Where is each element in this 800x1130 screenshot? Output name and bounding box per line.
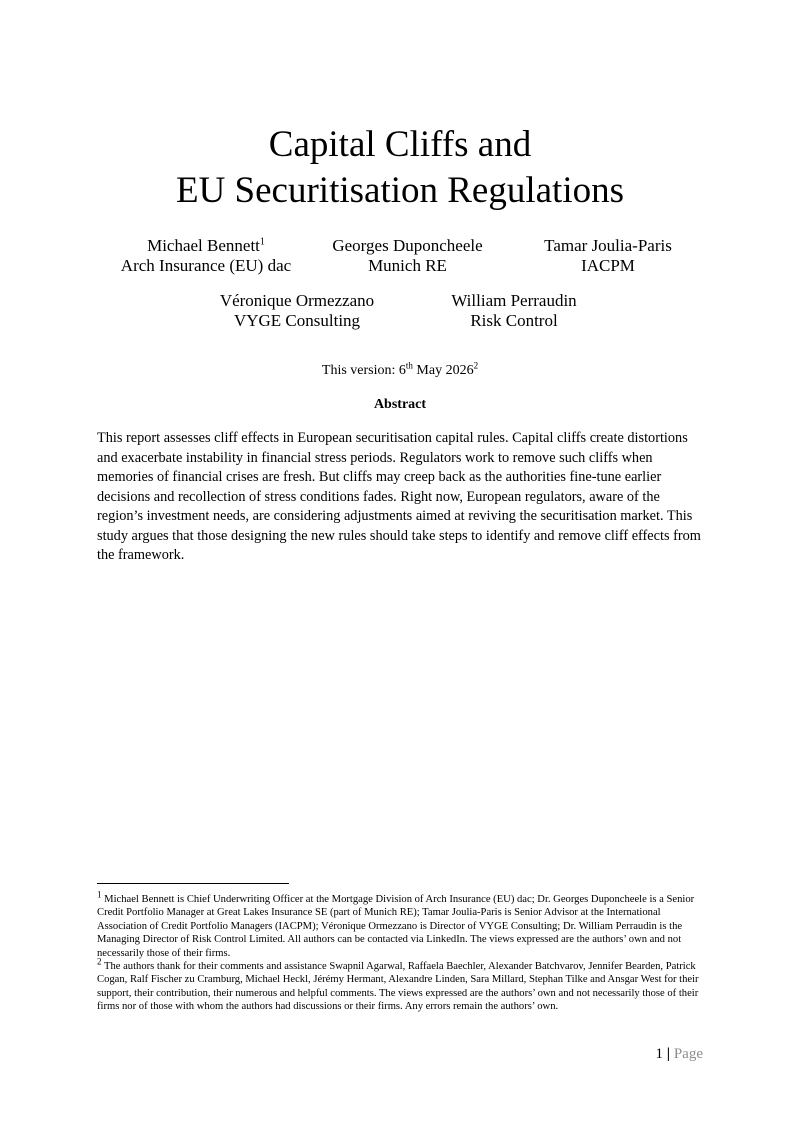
abstract-heading: Abstract xyxy=(373,397,427,412)
author-name: Michael Bennett$^1$ xyxy=(147,236,265,255)
paper-title-line-2: EU Securitisation Regulations xyxy=(175,170,625,211)
version-line: This version: 6th May 2026$^2$ xyxy=(321,360,479,378)
page-label: Page xyxy=(673,1046,703,1062)
author-affiliation: Risk Control xyxy=(470,311,558,330)
footnote-text: The authors thank for their comments and assistance Swapnil Agarwal, Raffaela Baechler, Alexander Batchvarov, Jennifer Bearden, Patrick Cogan, Ralf Fischer zu Cramburg, Michael Heckl, Jérémy Hermant, Alexandre Linden, Sara Millard, Stephan Tilke and Ansgar West for their support, their contribution, their numerous and helpful comments. The views expressed are the authors’ own and not necessarily those of their firms nor of those with whom the authors had discussions or their firms. Any errors remain the authors’ own. xyxy=(97,961,699,1013)
page-separator: | xyxy=(666,1046,671,1062)
author-affiliation: Munich RE xyxy=(368,256,447,275)
footnotes xyxy=(97,889,707,1014)
author-block-joulia-paris xyxy=(518,236,698,276)
footnote-2 xyxy=(97,956,707,1014)
abstract-body: This report assesses cliff effects in European securitisation capital rules. Capital cliffs create distortions and exacerbate instability in financial stress periods. Regulators work to remove such cliffs when memories of financial crises are fresh. But cliffs may creep back as the authorities fine-tune earlier decisions and recollection of stress conditions fades. Right now, European regulators, aware of the region’s investment needs, are considering adjustments aimed at reviving the securitisation market. This study argues that those designing the new rules should take steps to identify and remove cliff effects from the framework. xyxy=(97,430,701,563)
paper-title-line-1: Capital Cliffs and xyxy=(268,124,532,165)
author-block-duponcheele xyxy=(310,236,505,276)
footnote-ref: 2 xyxy=(473,360,479,371)
author-affiliation: IACPM xyxy=(581,256,635,275)
page-number: 1 xyxy=(655,1046,664,1062)
footnote-text: Michael Bennett is Chief Underwriting Officer at the Mortgage Division of Arch Insurance (EU) dac; Dr. Georges Duponcheele is a Senior Credit Portfolio Manager at Great Lakes Insurance SE (part of Munich RE); Tamar Joulia-Paris is Senior Advisor at the International Association of Credit Portfolio Managers (IACPM); Véronique Ormezzano is Director of VYGE Consulting; Dr. William Perraudin is the Managing Director of Risk Control Limited. All authors can be contacted via LinkedIn. The views expressed are the authors’ own and not necessarily those of their firms. xyxy=(97,894,695,959)
author-affiliation: VYGE Consulting xyxy=(233,311,361,330)
ordinal-suffix: th xyxy=(405,360,413,371)
footnote-1 xyxy=(97,889,707,960)
author-name: William Perraudin xyxy=(451,291,577,310)
footnote-ref: 1 xyxy=(259,236,265,248)
footnote-number: 2 xyxy=(97,956,102,967)
author-block-perraudin xyxy=(424,291,604,331)
page-footer xyxy=(656,1045,703,1063)
footnote-divider xyxy=(97,883,289,884)
author-name: Tamar Joulia-Paris xyxy=(544,236,672,255)
footnote-number: 1 xyxy=(97,889,102,900)
author-block-bennett xyxy=(96,236,316,276)
author-block-ormezzano xyxy=(197,291,397,331)
author-name: Georges Duponcheele xyxy=(332,236,483,255)
author-affiliation: Arch Insurance (EU) dac xyxy=(120,256,292,275)
paper-title xyxy=(0,122,800,214)
author-name: Véronique Ormezzano xyxy=(219,291,375,310)
